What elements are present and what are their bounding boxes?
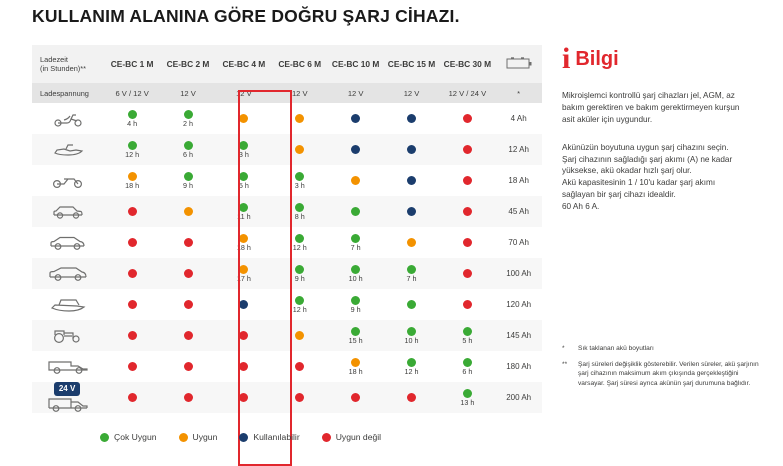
matrix-cell xyxy=(104,351,160,382)
matrix-cell xyxy=(272,382,328,413)
status-dot xyxy=(351,296,360,305)
charge-time: 2 h xyxy=(183,118,193,128)
status-dot xyxy=(239,203,248,212)
legend xyxy=(100,432,381,442)
charge-time: 18 h xyxy=(125,180,140,190)
matrix-cell xyxy=(160,227,216,258)
voltage-6: 12 V / 24 V xyxy=(448,88,487,98)
header-device-2: CE-BC 4 M xyxy=(222,59,266,69)
info-paragraph-2: Akünüzün boyutuna uygun şarj cihazını seçin. Şarj cihazının sağladığı şarj akımı (A) ne kadar yüksekse, akü okadar hızlı şarj olur. Akü kapasitesinin 1 / 10'u kadar şarj akımı sağlayan bir şarj cihazı idealdir. 60 Ah 6 A. xyxy=(562,142,733,212)
status-dot xyxy=(128,207,137,216)
matrix-cell xyxy=(328,165,384,196)
charge-time: 5 h xyxy=(238,180,249,190)
charge-time: 10 h xyxy=(348,273,363,283)
matrix-cell xyxy=(328,382,384,413)
status-dot xyxy=(128,172,137,181)
matrix-cell xyxy=(384,196,440,227)
battery-capacity: 100 Ah xyxy=(506,269,532,278)
charger-matrix-table xyxy=(32,45,542,413)
matrix-cell xyxy=(160,258,216,289)
legend-dot xyxy=(322,433,331,442)
matrix-cell xyxy=(104,289,160,320)
status-dot xyxy=(463,358,472,367)
status-dot xyxy=(351,393,360,402)
charge-time: 7 h xyxy=(406,273,417,283)
matrix-cell xyxy=(216,351,272,382)
charge-time: 7 h xyxy=(350,242,361,252)
status-dot xyxy=(407,238,416,247)
charge-time: 12 h xyxy=(404,366,419,376)
corner-line-2: (in Stunden)** xyxy=(40,64,87,73)
footnote-marker: ** xyxy=(562,360,568,368)
table-row xyxy=(32,258,542,289)
status-dot xyxy=(463,327,472,336)
info-paragraph-1: Mikroişlemci kontrollü şarj cihazları jel, AGM, az bakım gerektiren ve bakım gerektirmeyen kurşun asit aküler için uygundur. xyxy=(562,91,740,124)
status-dot xyxy=(184,362,193,371)
table-row xyxy=(32,103,542,134)
status-dot xyxy=(128,110,137,119)
matrix-cell xyxy=(439,320,495,351)
matrix-cell xyxy=(160,289,216,320)
matrix-cell xyxy=(439,289,495,320)
voltage-3: 12 V xyxy=(291,88,308,98)
table-row xyxy=(32,227,542,258)
charge-time: 6 h xyxy=(462,366,473,376)
matrix-cell xyxy=(439,103,495,134)
status-dot xyxy=(407,207,416,216)
battery-capacity: 4 Ah xyxy=(510,114,527,123)
status-dot xyxy=(239,234,248,243)
voltage-badge-24v: 24 V xyxy=(54,382,80,396)
charge-time: 18 h xyxy=(348,366,363,376)
status-dot xyxy=(463,389,472,398)
matrix-cell xyxy=(160,103,216,134)
matrix-cell xyxy=(328,227,384,258)
status-dot xyxy=(351,358,360,367)
footnote-1 xyxy=(562,360,762,389)
status-dot xyxy=(184,300,193,309)
charge-time: 9 h xyxy=(183,180,193,190)
matrix-cell xyxy=(439,134,495,165)
matrix-cell xyxy=(384,103,440,134)
status-dot xyxy=(295,362,304,371)
header-device-0: CE-BC 1 M xyxy=(110,59,154,69)
status-dot xyxy=(128,141,137,150)
matrix-cell xyxy=(216,227,272,258)
matrix-cell xyxy=(384,165,440,196)
matrix-cell xyxy=(272,351,328,382)
legend-label: Çok Uygun xyxy=(114,432,157,442)
status-dot xyxy=(351,327,360,336)
matrix-cell xyxy=(216,289,272,320)
status-dot xyxy=(351,176,360,185)
matrix-cell xyxy=(104,196,160,227)
matrix-cell xyxy=(439,382,495,413)
status-dot xyxy=(295,296,304,305)
status-dot xyxy=(351,234,360,243)
charge-time: 10 h xyxy=(404,335,419,345)
matrix-cell xyxy=(160,382,216,413)
status-dot xyxy=(239,114,248,123)
status-dot xyxy=(184,269,193,278)
page-title: KULLANIM ALANINA GÖRE DOĞRU ŞARJ CİHAZI. xyxy=(32,6,460,26)
matrix-cell xyxy=(439,351,495,382)
charge-time: 12 h xyxy=(125,149,140,159)
voltage-4: 12 V xyxy=(347,88,364,98)
header-device-1: CE-BC 2 M xyxy=(166,59,210,69)
matrix-cell xyxy=(104,103,160,134)
status-dot xyxy=(295,203,304,212)
matrix-cell xyxy=(216,103,272,134)
status-dot xyxy=(184,207,193,216)
header-device-3: CE-BC 6 M xyxy=(278,59,322,69)
status-dot xyxy=(184,238,193,247)
charge-time: 9 h xyxy=(350,304,361,314)
matrix-cell xyxy=(272,165,328,196)
battery-capacity: 70 Ah xyxy=(508,238,529,247)
status-dot xyxy=(295,114,304,123)
status-dot xyxy=(295,331,304,340)
battery-capacity: 18 Ah xyxy=(508,176,529,185)
status-dot xyxy=(407,114,416,123)
table-row xyxy=(32,320,542,351)
status-dot xyxy=(239,141,248,150)
charge-time: 18 h xyxy=(236,242,251,252)
footnote-marker: * xyxy=(562,345,565,352)
jetski-icon xyxy=(32,134,104,165)
legend-label: Uygun değil xyxy=(335,432,382,442)
matrix-cell xyxy=(384,382,440,413)
matrix-cell xyxy=(104,165,160,196)
status-dot xyxy=(463,238,472,247)
status-dot xyxy=(239,393,248,402)
charge-time: 3 h xyxy=(238,149,249,159)
matrix-cell xyxy=(272,103,328,134)
motorcycle-icon xyxy=(32,165,104,196)
matrix-cell xyxy=(104,258,160,289)
matrix-cell xyxy=(272,196,328,227)
voltage-1: 12 V xyxy=(180,88,196,98)
charge-time: 8 h xyxy=(294,211,305,221)
charge-time: 6 h xyxy=(183,149,193,159)
voltage-2: 12 V xyxy=(236,88,252,98)
charge-time: 11 h xyxy=(237,211,251,221)
header-device-6: CE-BC 30 M xyxy=(443,59,492,69)
matrix-cell xyxy=(216,258,272,289)
matrix-cell xyxy=(384,289,440,320)
matrix-cell xyxy=(328,258,384,289)
voltage-5: 12 V xyxy=(403,88,420,98)
matrix-cell xyxy=(384,320,440,351)
status-dot xyxy=(184,141,193,150)
status-dot xyxy=(351,207,360,216)
charger-matrix xyxy=(32,45,542,413)
matrix-cell xyxy=(104,227,160,258)
status-dot xyxy=(295,234,304,243)
table-row xyxy=(32,165,542,196)
battery-capacity: 12 Ah xyxy=(508,145,529,154)
legend-item-0 xyxy=(100,432,157,442)
matrix-cell xyxy=(160,196,216,227)
status-dot xyxy=(239,265,248,274)
status-dot xyxy=(407,393,416,402)
matrix-header xyxy=(32,45,542,103)
info-i-icon: i xyxy=(562,42,571,75)
matrix-cell xyxy=(439,258,495,289)
table-row xyxy=(32,351,542,382)
status-dot xyxy=(184,331,193,340)
battery-capacity: 200 Ah xyxy=(506,393,532,402)
info-title: Bilgi xyxy=(575,48,619,70)
matrix-cell xyxy=(328,289,384,320)
legend-label: Uygun xyxy=(192,432,218,442)
status-dot xyxy=(407,300,416,309)
status-dot xyxy=(295,145,304,154)
matrix-cell xyxy=(384,258,440,289)
scooter-icon xyxy=(32,103,104,134)
tractor-icon xyxy=(32,320,104,351)
legend-item-1 xyxy=(179,432,218,442)
charge-time: 3 h xyxy=(294,180,305,190)
status-dot xyxy=(463,207,472,216)
header-device-4: CE-BC 10 M xyxy=(331,59,380,69)
charge-time: 4 h xyxy=(127,118,138,128)
table-row xyxy=(32,382,542,413)
header-device-5: CE-BC 15 M xyxy=(387,59,436,69)
status-dot xyxy=(463,176,472,185)
status-dot xyxy=(128,238,137,247)
table-row xyxy=(32,134,542,165)
status-dot xyxy=(239,172,248,181)
footnote-0 xyxy=(562,344,762,354)
footnotes xyxy=(562,344,762,394)
charge-time: 5 h xyxy=(462,335,473,345)
matrix-cell xyxy=(216,382,272,413)
capacity-header: * xyxy=(517,88,521,98)
matrix-cell xyxy=(384,227,440,258)
status-dot xyxy=(295,265,304,274)
status-dot xyxy=(407,176,416,185)
matrix-cell xyxy=(104,320,160,351)
matrix-cell xyxy=(216,196,272,227)
status-dot xyxy=(184,393,193,402)
table-row xyxy=(32,289,542,320)
legend-item-2 xyxy=(239,432,299,442)
battery-capacity: 120 Ah xyxy=(506,300,532,309)
status-dot xyxy=(295,393,304,402)
legend-label: Kullanılabilir xyxy=(253,432,300,442)
status-dot xyxy=(407,327,416,336)
legend-dot xyxy=(100,433,109,442)
info-panel xyxy=(562,42,758,213)
charge-time: 9 h xyxy=(294,273,305,283)
status-dot xyxy=(184,110,193,119)
table-row xyxy=(32,196,542,227)
status-dot xyxy=(128,300,137,309)
truck-icon xyxy=(32,382,104,413)
matrix-cell xyxy=(272,258,328,289)
matrix-cell xyxy=(328,320,384,351)
battery-capacity: 145 Ah xyxy=(506,331,532,340)
status-dot xyxy=(463,269,472,278)
status-dot xyxy=(295,172,304,181)
matrix-cell xyxy=(439,227,495,258)
footnote-text: Şarj süreleri değişiklik gösterebilir. Verilen süreler, akü şarjının şarj cihazının maksimum akım çıkışında gerçekleştiğini varsayar. Şarj süresi ayrıca akünün şarj durumuna bağlıdır. xyxy=(578,360,759,387)
matrix-cell xyxy=(272,289,328,320)
matrix-cell xyxy=(160,134,216,165)
header-corner xyxy=(32,45,104,83)
matrix-body xyxy=(32,103,542,413)
battery-capacity: 45 Ah xyxy=(508,207,529,216)
matrix-cell xyxy=(384,134,440,165)
legend-dot xyxy=(239,433,248,442)
status-dot xyxy=(184,172,193,181)
charge-time: 12 h xyxy=(292,242,307,252)
matrix-cell xyxy=(272,227,328,258)
status-dot xyxy=(351,114,360,123)
status-dot xyxy=(463,300,472,309)
car-icon xyxy=(32,227,104,258)
charge-time: 13 h xyxy=(460,397,475,407)
status-dot xyxy=(128,362,137,371)
battery-icon-svg xyxy=(506,57,532,70)
status-dot xyxy=(463,114,472,123)
status-dot xyxy=(351,265,360,274)
legend-dot xyxy=(179,433,188,442)
corner-line-3: Ladespannung xyxy=(40,88,89,98)
header-row-devices xyxy=(32,45,542,83)
boat-icon xyxy=(32,289,104,320)
status-dot xyxy=(463,145,472,154)
matrix-cell xyxy=(328,134,384,165)
matrix-cell xyxy=(104,382,160,413)
matrix-cell xyxy=(272,320,328,351)
status-dot xyxy=(128,393,137,402)
matrix-cell xyxy=(384,351,440,382)
info-header xyxy=(562,42,758,76)
status-dot xyxy=(128,331,137,340)
camper-icon xyxy=(32,351,104,382)
charge-time: 12 h xyxy=(292,304,307,314)
van-icon xyxy=(32,258,104,289)
matrix-cell xyxy=(272,134,328,165)
matrix-cell xyxy=(160,165,216,196)
matrix-cell xyxy=(160,320,216,351)
legend-item-3 xyxy=(322,432,381,442)
smallcar-icon xyxy=(32,196,104,227)
corner-line-1: Ladezeit xyxy=(40,54,68,64)
status-dot xyxy=(407,358,416,367)
status-dot xyxy=(407,145,416,154)
matrix-cell xyxy=(216,134,272,165)
status-dot xyxy=(239,362,248,371)
status-dot xyxy=(239,331,248,340)
status-dot xyxy=(128,269,137,278)
matrix-cell xyxy=(439,165,495,196)
footnote-text: Sık taklanan akü boyutları xyxy=(578,345,654,352)
matrix-cell xyxy=(328,196,384,227)
header-row-voltages xyxy=(32,83,542,103)
matrix-cell xyxy=(216,165,272,196)
status-dot xyxy=(407,265,416,274)
status-dot xyxy=(239,300,248,309)
voltage-0: 6 V / 12 V xyxy=(115,88,149,98)
matrix-cell xyxy=(104,134,160,165)
matrix-cell xyxy=(160,351,216,382)
matrix-cell xyxy=(328,351,384,382)
charge-time: 17 h xyxy=(236,273,251,283)
matrix-cell xyxy=(216,320,272,351)
battery-capacity: 180 Ah xyxy=(506,362,532,371)
matrix-cell xyxy=(439,196,495,227)
charge-time: 15 h xyxy=(348,335,363,345)
battery-icon xyxy=(495,45,542,83)
matrix-cell xyxy=(328,103,384,134)
status-dot xyxy=(351,145,360,154)
